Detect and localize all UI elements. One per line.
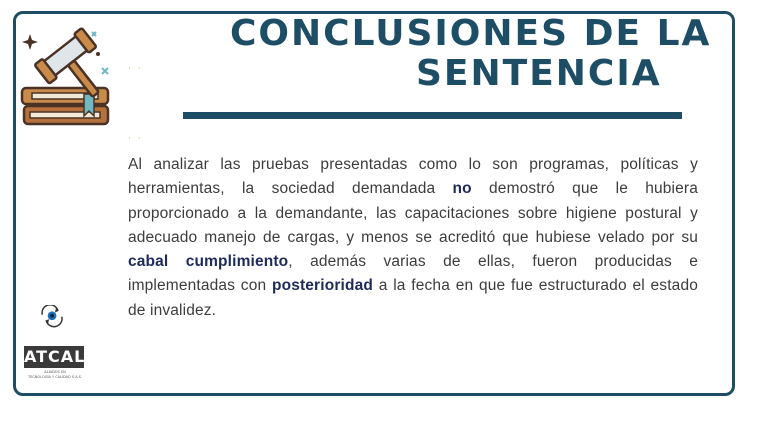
text-segment: Al analizar las pruebas presentadas como lo son programas, políticas y herramientas, la sociedad demandada [128, 156, 698, 198]
title-line-2: SENTENCIA [416, 53, 662, 94]
decor-dots: · · [128, 134, 143, 144]
emphasis-no: no [452, 180, 472, 198]
emphasis-cabal-cumplimiento: cabal cumplimiento [128, 253, 289, 271]
emphasis-posterioridad: posterioridad [271, 277, 373, 295]
conclusion-paragraph [128, 153, 698, 323]
tagline-line-1: ALIADOS EN [44, 370, 66, 374]
title-underline [183, 112, 682, 119]
eye-cycle-icon [34, 305, 74, 345]
text-segment: , además varias de ellas, fueron producidas e implementadas con [128, 253, 699, 295]
company-logo: ATCAL [24, 347, 86, 366]
decor-dots: · · [128, 64, 143, 74]
company-tagline [24, 370, 86, 380]
tagline-line-2: TECNOLOGÍA Y CALIDAD S.A.S. [27, 375, 83, 379]
title-line-1: CONCLUSIONES DE LA [230, 13, 712, 54]
gavel-icon [18, 24, 116, 132]
text-segment: a la fecha en que fue estructurado el estado de invalidez. [128, 277, 698, 319]
text-segment: demostró que le hubiera proporcionado a la demandante, las capacitaciones sobre higiene postural y adecuado manejo de cargas, y menos se acreditó que hubiese velado por su [128, 180, 698, 246]
